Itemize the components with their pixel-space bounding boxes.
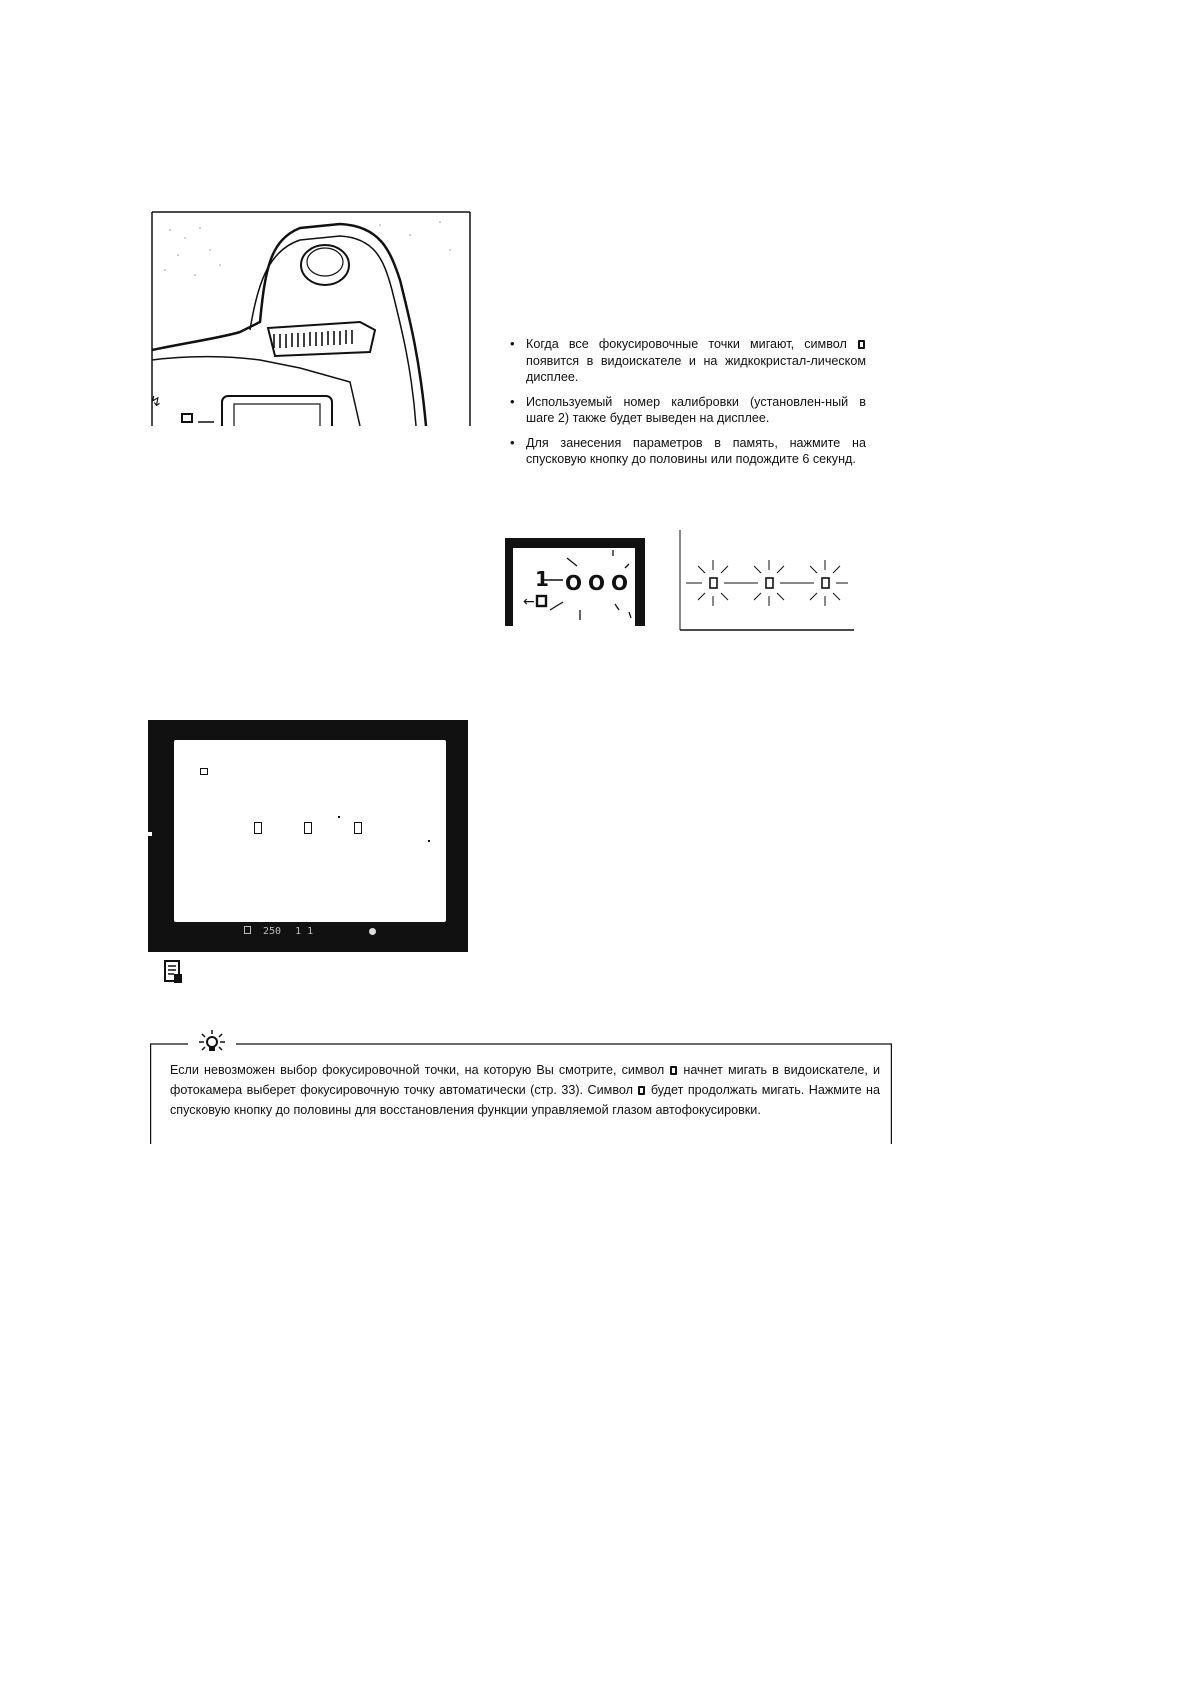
focus-point-icon [858, 340, 865, 349]
focus-point-right-icon [354, 822, 362, 834]
lightbulb-icon [196, 1028, 228, 1058]
af-status-icon [244, 926, 251, 934]
focus-confirm-icon [369, 928, 376, 935]
svg-text:←: ← [523, 594, 535, 610]
camera-illustration [150, 210, 472, 426]
focus-point-icon [670, 1066, 677, 1075]
tip-text: Если невозможен выбор фокусировочной точки, на которую Вы смотрите, символ начнет мигать в видоискателе, и фотокамера выберет фокусировочную точку автоматически (стр. 33). Символ будет продолжать мигать. Нажмите на спусковую кнопку до половины для восстановления функции управляемой глазом автофокусировки. [170, 1063, 881, 1117]
aperture-readout: 1 1 [295, 926, 314, 937]
af-indicator-icon [200, 768, 208, 775]
list-item: • Для занесения параметров в память, нажмите на спусковую кнопку до половины или подождите 6 секунд. [510, 435, 866, 468]
instruction-list [510, 336, 866, 476]
list-item: • Когда все фокусировочные точки мигают, символ появится в видоискателе и на жидкокристал-лическом дисплее. [510, 336, 866, 386]
focus-point-icon [638, 1086, 645, 1095]
list-item: • Используемый номер калибровки (установлен-ный в шаге 2) также будет выведен на дисплее. [510, 394, 866, 427]
focus-point-left-icon [254, 822, 262, 834]
lcd-display-illustration [505, 538, 655, 626]
shutter-readout: 250 [263, 926, 282, 937]
focus-point-center-icon [304, 822, 312, 834]
viewfinder-blink-illustration [672, 530, 862, 634]
viewfinder-status-bar [244, 926, 376, 937]
viewfinder-screen [148, 720, 468, 952]
calibration-number: 1 [535, 567, 549, 591]
memo-icon [164, 960, 184, 984]
svg-text:↯: ↯ [150, 394, 162, 410]
lcd-digits: ООО [565, 571, 635, 595]
